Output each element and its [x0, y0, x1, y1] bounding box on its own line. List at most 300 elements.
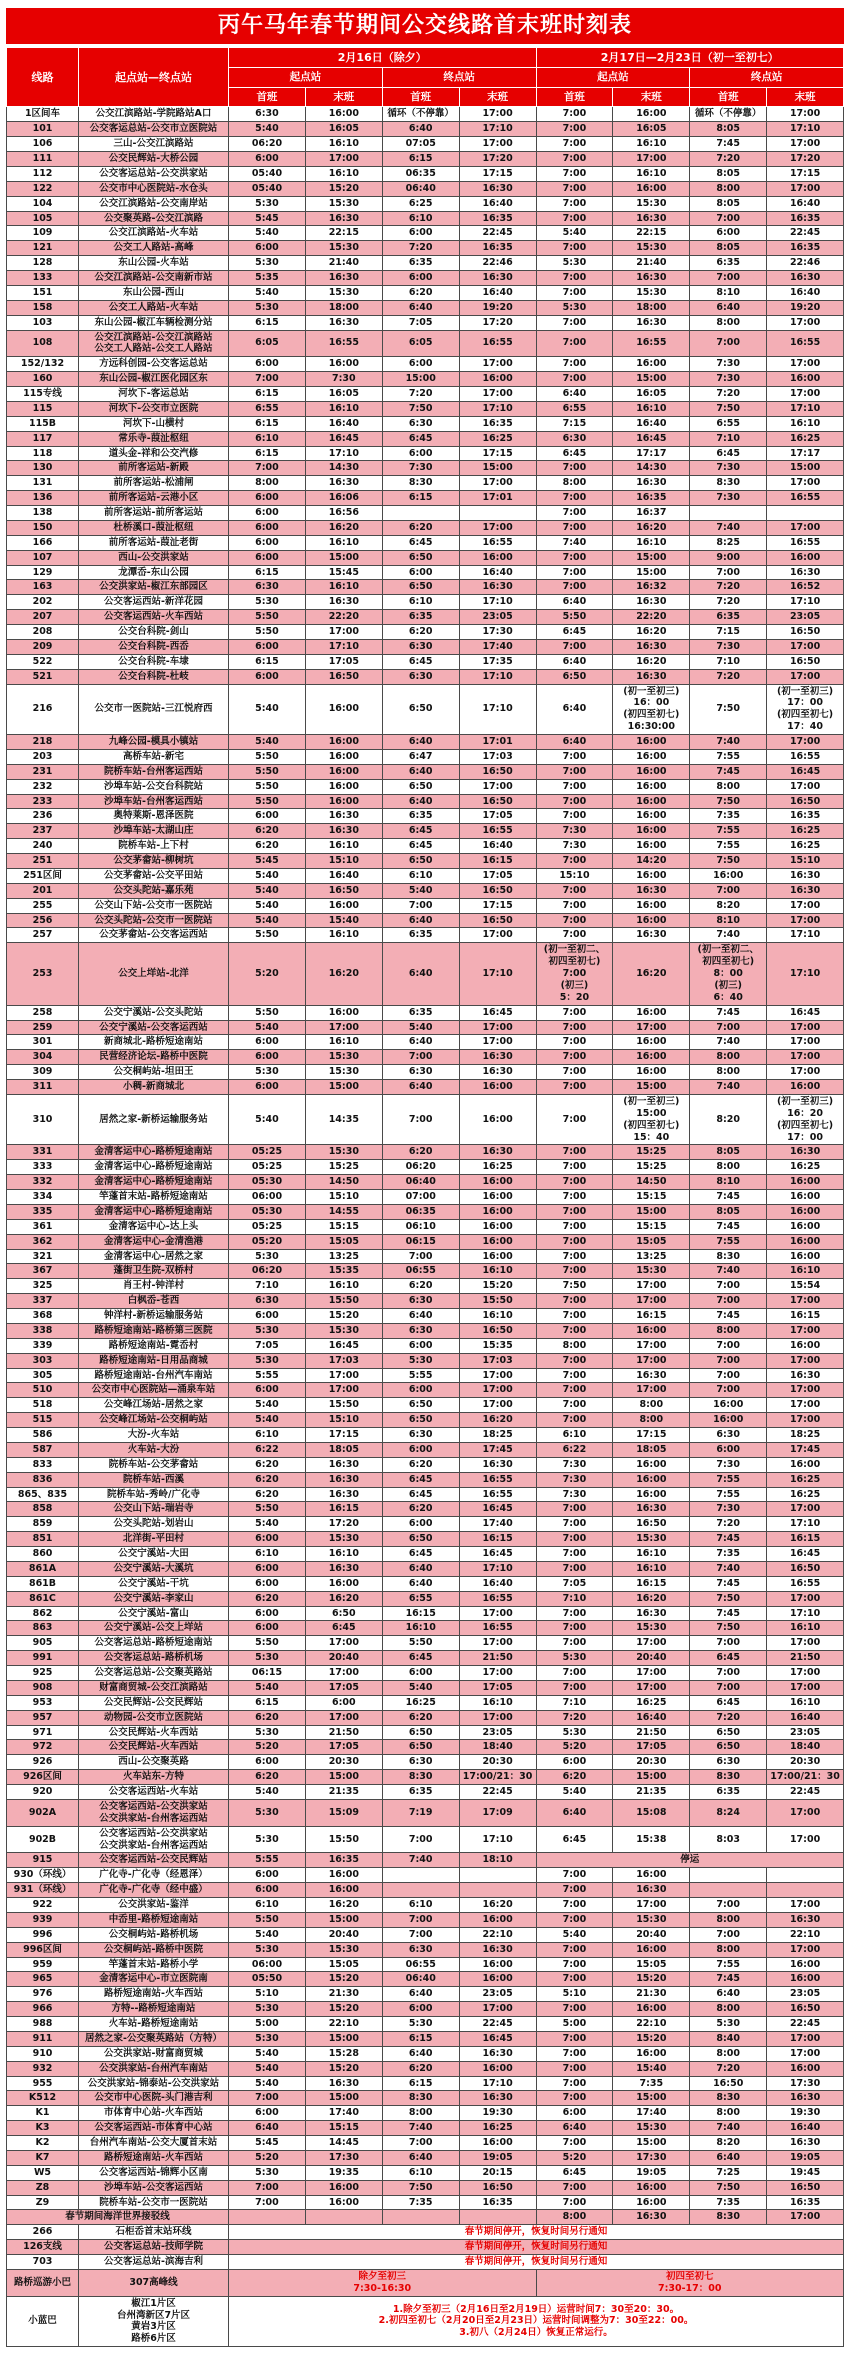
time-cell: 8:20	[690, 898, 767, 913]
time-cell: 15:25	[613, 1145, 690, 1160]
time-cell: 05:50	[229, 1972, 306, 1987]
time-cell: 7:00	[536, 1413, 613, 1428]
stations-cell: 院桥车站-台州客运西站	[79, 764, 229, 779]
time-cell: 17:30	[459, 625, 536, 640]
route-cell: 861C	[7, 1591, 79, 1606]
route-cell: 339	[7, 1338, 79, 1353]
time-cell: 8:05	[690, 1204, 767, 1219]
time-cell: 5:40	[229, 122, 306, 137]
route-cell: 861B	[7, 1576, 79, 1591]
stations-cell: 金清客运中心-路桥短途南站	[79, 1145, 229, 1160]
table-row	[7, 1264, 844, 1279]
time-cell: 16:30	[459, 1457, 536, 1472]
table-row	[7, 166, 844, 181]
time-cell: 16:32	[613, 580, 690, 595]
time-cell: 16:52	[767, 580, 844, 595]
stations-cell: 公交宁溪站-公交上垟站	[79, 1621, 229, 1636]
time-cell: 16:20	[613, 1591, 690, 1606]
time-cell: 17:00	[767, 476, 844, 491]
time-cell: 17:00	[459, 520, 536, 535]
time-cell: 06:15	[382, 1234, 459, 1249]
time-cell: 7:00	[536, 1175, 613, 1190]
time-cell: 05:25	[229, 1145, 306, 1160]
time-cell: 7:30	[382, 461, 459, 476]
time-cell: 7:00	[382, 1826, 459, 1853]
time-cell: 5:55	[229, 1368, 306, 1383]
time-cell: 17:00	[767, 1294, 844, 1309]
time-cell: 16:30	[767, 565, 844, 580]
time-cell: 16:35	[767, 809, 844, 824]
time-cell: 22:10	[305, 2017, 382, 2032]
time-cell: 7:00	[536, 1094, 613, 1145]
time-cell: 14:35	[305, 1094, 382, 1145]
time-cell: 16:30	[305, 809, 382, 824]
time-cell: 7:55	[690, 749, 767, 764]
table-row	[7, 2210, 844, 2225]
time-cell: 06:20	[229, 137, 306, 152]
time-cell: 17:00	[613, 1636, 690, 1651]
time-cell: 16:10	[613, 1561, 690, 1576]
time-cell: 7:40	[536, 535, 613, 550]
time-cell: 16:30	[459, 271, 536, 286]
stations-cell: 公交客运西站-火车站	[79, 1785, 229, 1800]
time-cell: 7:00	[536, 1606, 613, 1621]
time-cell: 15:00	[613, 1770, 690, 1785]
time-cell: 7:15	[536, 416, 613, 431]
stations-cell: 东山公园-椒江医化园区东	[79, 372, 229, 387]
time-cell: 7:00	[536, 1502, 613, 1517]
route-cell: 957	[7, 1710, 79, 1725]
table-row	[7, 1005, 844, 1020]
time-cell: 15:30	[305, 241, 382, 256]
route-cell: 862	[7, 1606, 79, 1621]
time-cell: 7:00	[536, 1145, 613, 1160]
time-cell: 16:00	[459, 1912, 536, 1927]
time-cell: 17:05	[305, 654, 382, 669]
time-cell: 15:00	[305, 550, 382, 565]
table-row	[7, 226, 844, 241]
route-cell: 860	[7, 1547, 79, 1562]
time-cell: 6:00	[229, 1309, 306, 1324]
time-cell: 6:00	[229, 1383, 306, 1398]
time-cell: 15:30	[613, 1264, 690, 1279]
time-cell: 7:19	[382, 1799, 459, 1826]
time-cell: 6:10	[229, 431, 306, 446]
time-cell: 7:30	[305, 372, 382, 387]
time-cell: (初一至初三) 17：00 (初四至初七) 17：40	[767, 684, 844, 735]
time-cell: 20:40	[613, 1651, 690, 1666]
time-cell: 6:45	[382, 1487, 459, 1502]
stations-cell: 公交市一医院站-三江悦府西	[79, 684, 229, 735]
stations-cell: 前所客运站-新殿	[79, 461, 229, 476]
time-cell: 16:00	[767, 1190, 844, 1205]
time-cell: 7:20	[690, 580, 767, 595]
time-cell: 7:00	[536, 315, 613, 330]
table-row	[7, 431, 844, 446]
time-cell: 17:45	[767, 1442, 844, 1457]
table-row	[7, 137, 844, 152]
time-cell: 6:05	[229, 330, 306, 357]
table-row	[7, 669, 844, 684]
time-cell: 8:00	[613, 1398, 690, 1413]
time-cell: 7:00	[536, 1005, 613, 1020]
time-cell: 春节期间停开，恢复时间另行通知	[229, 2240, 844, 2255]
time-cell	[382, 506, 459, 521]
time-cell: 06:55	[382, 1957, 459, 1972]
table-row	[7, 639, 844, 654]
time-cell: 18:25	[459, 1428, 536, 1443]
table-row	[7, 2017, 844, 2032]
time-cell: 15:09	[305, 1799, 382, 1826]
table-row	[7, 1591, 844, 1606]
table-row	[7, 372, 844, 387]
time-cell: 5:30	[690, 2017, 767, 2032]
route-cell: 117	[7, 431, 79, 446]
time-cell: 17:05	[459, 868, 536, 883]
time-cell: 16:00	[613, 779, 690, 794]
time-cell: 17:00	[767, 2031, 844, 2046]
time-cell: 16:40	[305, 416, 382, 431]
time-cell: 6:15	[229, 387, 306, 402]
route-cell: 202	[7, 595, 79, 610]
time-cell: 7:00	[536, 1972, 613, 1987]
time-cell: 17:00	[767, 1680, 844, 1695]
time-cell: 16:45	[459, 2031, 536, 2046]
time-cell: 17:10	[459, 401, 536, 416]
time-cell: 16:20	[613, 625, 690, 640]
route-cell: 309	[7, 1065, 79, 1080]
time-cell: 6:55	[536, 401, 613, 416]
stations-cell: 路桥短途南站-霓岙村	[79, 1338, 229, 1353]
time-cell: 16:45	[459, 1547, 536, 1562]
time-cell: 14:50	[305, 1175, 382, 1190]
time-cell: 16:10	[305, 1279, 382, 1294]
stations-cell: 公交桐屿站-路桥机场	[79, 1927, 229, 1942]
stations-cell: 龙潭岙-东山公园	[79, 565, 229, 580]
stations-cell: 九峰公园-模具小镇站	[79, 735, 229, 750]
route-cell: 587	[7, 1442, 79, 1457]
time-cell: 7:00	[536, 898, 613, 913]
time-cell: 17:00	[305, 1636, 382, 1651]
route-cell: 236	[7, 809, 79, 824]
time-cell: 17:20	[305, 1517, 382, 1532]
time-cell: 07:05	[382, 137, 459, 152]
stations-cell: 金清客运中心-金清渔港	[79, 1234, 229, 1249]
stations-cell: 公交宁溪站-李家山	[79, 1591, 229, 1606]
time-cell: 7:00	[536, 779, 613, 794]
route-cell: Z9	[7, 2195, 79, 2210]
time-cell: 6:20	[229, 1487, 306, 1502]
time-cell: 7:05	[382, 315, 459, 330]
time-cell: 6:40	[382, 943, 459, 1005]
table-row	[7, 1957, 844, 1972]
time-cell: 16:15	[767, 1309, 844, 1324]
time-cell: 6:10	[229, 1428, 306, 1443]
table-row	[7, 1294, 844, 1309]
time-cell: 17:05	[459, 809, 536, 824]
time-cell: 17:00	[459, 387, 536, 402]
route-cell: 976	[7, 1987, 79, 2002]
time-cell: 6:00	[229, 550, 306, 565]
time-cell: 6:00	[382, 226, 459, 241]
time-cell: 23:05	[767, 610, 844, 625]
time-cell: 5:40	[229, 1398, 306, 1413]
table-row	[7, 2240, 844, 2255]
table-row	[7, 943, 844, 1005]
table-row	[7, 1972, 844, 1987]
time-cell: 6:50	[382, 1532, 459, 1547]
route-cell: 305	[7, 1368, 79, 1383]
time-cell: 16:55	[767, 535, 844, 550]
route-cell: 518	[7, 1398, 79, 1413]
stations-cell: 财富商贸城-公交江滨路站	[79, 1680, 229, 1695]
time-cell: 6:40	[690, 1987, 767, 2002]
time-cell	[459, 1883, 536, 1898]
time-cell: 17:00	[305, 1710, 382, 1725]
stations-cell: 方远科创园-公交客运总站	[79, 357, 229, 372]
time-cell: 7:45	[690, 1606, 767, 1621]
route-cell: 703	[7, 2255, 79, 2270]
time-cell: 6:20	[382, 2061, 459, 2076]
time-cell: 16:30	[459, 580, 536, 595]
time-cell: 16:30	[305, 476, 382, 491]
time-cell: 6:40	[382, 1987, 459, 2002]
time-cell: 7:20	[690, 595, 767, 610]
route-cell: 337	[7, 1294, 79, 1309]
time-cell: 7:00	[536, 1898, 613, 1913]
time-cell: 16:10	[459, 1264, 536, 1279]
route-cell: 203	[7, 749, 79, 764]
time-cell: 7:00	[690, 565, 767, 580]
time-cell: 7:00	[536, 580, 613, 595]
table-row	[7, 2061, 844, 2076]
time-cell: 7:30	[536, 1487, 613, 1502]
time-cell: 6:30	[229, 1294, 306, 1309]
route-cell: 258	[7, 1005, 79, 1020]
time-cell: 16:50	[767, 2002, 844, 2017]
time-cell: 7:50	[536, 1279, 613, 1294]
time-cell: 16:00	[613, 809, 690, 824]
time-cell: 16:00	[613, 913, 690, 928]
route-cell: 1区间车	[7, 107, 79, 122]
table-row	[7, 580, 844, 595]
time-cell: 5:40	[229, 2046, 306, 2061]
time-cell: 7:55	[690, 1234, 767, 1249]
header-last-1: 末班	[305, 87, 382, 107]
time-cell: 7:00	[536, 1942, 613, 1957]
time-cell: 15:40	[613, 2061, 690, 2076]
time-cell: 6:00	[382, 1383, 459, 1398]
route-cell: 955	[7, 2076, 79, 2091]
time-cell: 16:30	[613, 669, 690, 684]
time-cell: 23:05	[459, 1987, 536, 2002]
time-cell: 21:30	[305, 1987, 382, 2002]
time-cell: 7:00	[690, 1020, 767, 1035]
stations-cell: 居然之家-新桥运输服务站	[79, 1094, 229, 1145]
time-cell: 7:35	[690, 2195, 767, 2210]
time-cell	[459, 2210, 536, 2225]
time-cell: 16:00	[690, 1413, 767, 1428]
time-cell: 16:35	[459, 241, 536, 256]
time-cell: 6:00	[229, 1755, 306, 1770]
time-cell: 5:40	[382, 1020, 459, 1035]
time-cell: 6:20	[229, 1472, 306, 1487]
time-cell: 16:30	[305, 1487, 382, 1502]
stations-cell: 院桥车站-西溪	[79, 1472, 229, 1487]
time-cell: (初一至初三) 15:00 (初四至初七) 15：40	[613, 1094, 690, 1145]
time-cell: 6:50	[382, 684, 459, 735]
time-cell: 16:30	[305, 595, 382, 610]
table-row	[7, 2150, 844, 2165]
time-cell: 16:00	[305, 107, 382, 122]
time-cell: 6:40	[382, 122, 459, 137]
table-row	[7, 1219, 844, 1234]
time-cell: 7:50	[382, 401, 459, 416]
time-cell: 7:00	[536, 1204, 613, 1219]
time-cell: 17:15	[459, 166, 536, 181]
time-cell: 6:15	[229, 1695, 306, 1710]
time-cell: 15:20	[305, 2061, 382, 2076]
time-cell: 17:00	[459, 1710, 536, 1725]
time-cell: 7:00	[536, 1050, 613, 1065]
time-cell: 7:00	[229, 2195, 306, 2210]
time-cell: 7:00	[536, 639, 613, 654]
route-cell: 959	[7, 1957, 79, 1972]
stations-cell: 院桥车站-公交茅畲站	[79, 1457, 229, 1472]
time-cell: 22:15	[305, 226, 382, 241]
time-cell: 7:00	[536, 330, 613, 357]
time-cell: 6:00	[229, 639, 306, 654]
time-cell: 停运	[536, 1853, 844, 1868]
time-cell: 6:30	[382, 669, 459, 684]
time-cell: 16:30	[613, 928, 690, 943]
time-cell: 16:40	[613, 1710, 690, 1725]
time-cell: 6:00	[229, 1080, 306, 1095]
time-cell: 17:00	[459, 1383, 536, 1398]
stations-cell: 公交工人路站-高峰	[79, 241, 229, 256]
time-cell: 6:00	[229, 506, 306, 521]
table-row	[7, 595, 844, 610]
stations-cell: 公交市中心医院站-水仓头	[79, 181, 229, 196]
time-cell: 19:05	[459, 2150, 536, 2165]
route-cell: 160	[7, 372, 79, 387]
time-cell: 16:00	[613, 357, 690, 372]
time-cell: 22:15	[613, 226, 690, 241]
time-cell: 15:00	[613, 372, 690, 387]
time-cell: 16:30	[767, 271, 844, 286]
route-cell: 108	[7, 330, 79, 357]
time-cell: 15:00	[459, 461, 536, 476]
time-cell: 8:25	[690, 535, 767, 550]
route-cell: 118	[7, 446, 79, 461]
time-cell: 6:40	[382, 1576, 459, 1591]
time-cell: 15:15	[613, 1219, 690, 1234]
table-row	[7, 779, 844, 794]
time-cell: 6:22	[536, 1442, 613, 1457]
time-cell: 7:00	[536, 1020, 613, 1035]
time-cell: 16:40	[459, 839, 536, 854]
time-cell: 6:40	[382, 913, 459, 928]
time-cell: 7:00	[536, 2136, 613, 2151]
time-cell: 19:30	[459, 2106, 536, 2121]
time-cell: 6:20	[229, 1770, 306, 1785]
time-cell: 21:35	[305, 1785, 382, 1800]
time-cell: 15:10	[536, 868, 613, 883]
time-cell: 5:35	[229, 271, 306, 286]
time-cell: 7:30	[690, 639, 767, 654]
time-cell: 16:05	[305, 387, 382, 402]
table-row	[7, 300, 844, 315]
route-cell: K3	[7, 2121, 79, 2136]
time-cell: 15:30	[305, 1050, 382, 1065]
time-cell: 15:40	[305, 913, 382, 928]
time-cell: 8:00	[690, 1912, 767, 1927]
time-cell: 15:30	[305, 1532, 382, 1547]
time-cell: 5:30	[229, 1826, 306, 1853]
time-cell: 16:25	[767, 839, 844, 854]
time-cell: 16:00	[459, 2136, 536, 2151]
time-cell: 5:55	[229, 1853, 306, 1868]
time-cell: 16:00	[767, 1972, 844, 1987]
table-row	[7, 1472, 844, 1487]
time-cell: 18:40	[767, 1740, 844, 1755]
time-cell: 16:10	[767, 1695, 844, 1710]
time-cell: 5:30	[229, 2165, 306, 2180]
route-cell: 362	[7, 1234, 79, 1249]
table-row	[7, 1725, 844, 1740]
time-cell: 6:50	[382, 1725, 459, 1740]
time-cell: 8:30	[690, 1770, 767, 1785]
time-cell: 6:00	[229, 1050, 306, 1065]
time-cell: 17:10	[459, 122, 536, 137]
time-cell: 16:55	[767, 749, 844, 764]
time-cell: 7:00	[382, 898, 459, 913]
time-cell: 15:20	[613, 2031, 690, 2046]
time-cell: 7:30	[536, 824, 613, 839]
stations-cell: 火车站-大汾	[79, 1442, 229, 1457]
time-cell: 17:10	[767, 1606, 844, 1621]
time-cell: 16:30	[305, 1472, 382, 1487]
time-cell: 6:35	[690, 610, 767, 625]
time-cell: 22:45	[767, 1785, 844, 1800]
time-cell: 6:15	[229, 416, 306, 431]
time-cell: 15:20	[613, 1972, 690, 1987]
time-cell: 17:00	[767, 1353, 844, 1368]
route-cell: 333	[7, 1160, 79, 1175]
time-cell: 7:00	[229, 461, 306, 476]
time-cell: 17:10	[767, 1517, 844, 1532]
stations-cell: 公交客运总站-公交市立医院站	[79, 122, 229, 137]
time-cell: 16:55	[459, 1472, 536, 1487]
stations-cell: 河坎下-山横村	[79, 416, 229, 431]
stations-cell: 路桥短途南站-日用品商城	[79, 1353, 229, 1368]
stations-cell: 路桥短途南站-台州汽车南站	[79, 1368, 229, 1383]
time-cell: 16:00	[613, 1942, 690, 1957]
stations-cell: 公交上垟站-北洋	[79, 943, 229, 1005]
time-cell: 16:20	[613, 943, 690, 1005]
time-cell: 7:00	[536, 1621, 613, 1636]
time-cell: 6:40	[536, 387, 613, 402]
time-cell: 15:05	[305, 1234, 382, 1249]
time-cell: 5:30	[229, 2031, 306, 2046]
route-cell: 257	[7, 928, 79, 943]
time-cell: 7:45	[690, 1972, 767, 1987]
stations-cell: 公交市中心医院-头门港吉利	[79, 2091, 229, 2106]
header-route: 线路	[7, 48, 79, 107]
route-cell: 266	[7, 2225, 79, 2240]
time-cell: 15:30	[613, 196, 690, 211]
route-cell: 988	[7, 2017, 79, 2032]
